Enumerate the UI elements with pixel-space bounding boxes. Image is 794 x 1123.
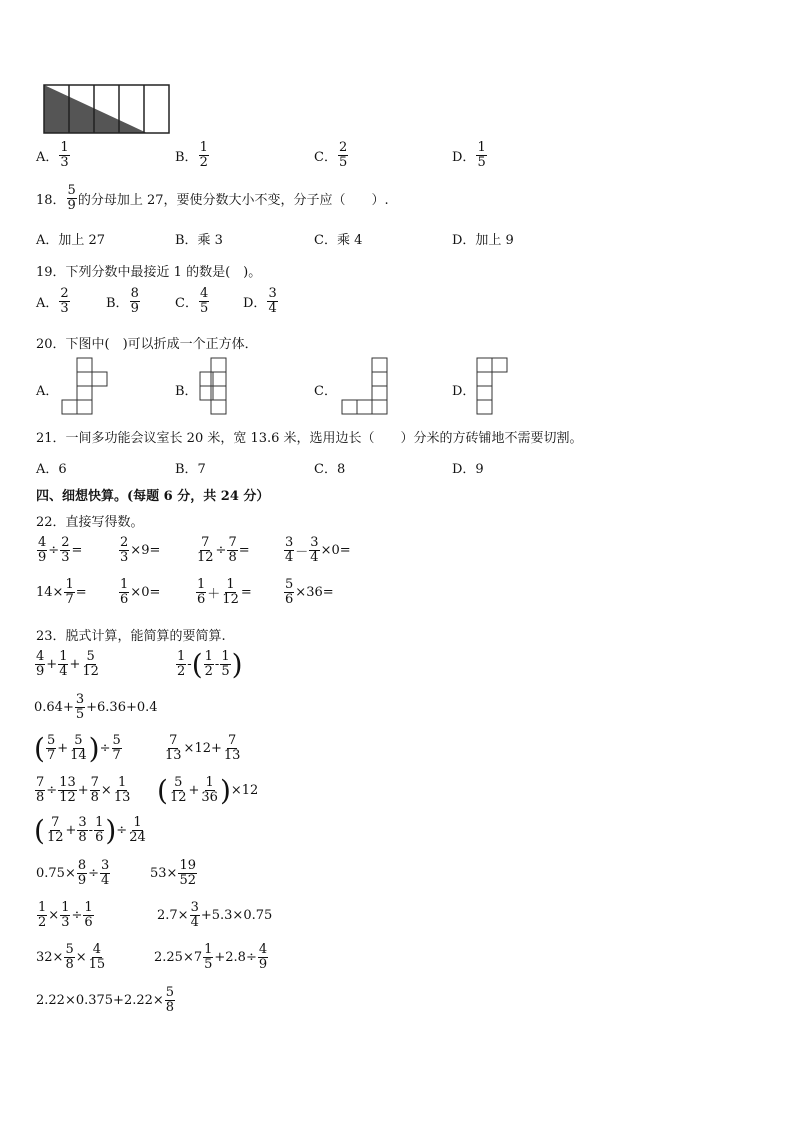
q18-option-d[interactable]: D．加上 9 bbox=[452, 233, 514, 248]
q22-stem: 22．直接写得数。 bbox=[36, 515, 144, 530]
q23-expr-15: 2.22×0.375+2.22× $\frac{5}{8}$ bbox=[36, 985, 175, 1016]
q19-stem: 19．下列分数中最接近 1 的数是( )。 bbox=[36, 265, 262, 280]
q22-expr-2: $\frac{2}{3}$ × 9 = bbox=[120, 535, 161, 566]
q22-expr-4: $\frac{3}{4}$ － $\frac{3}{4}$ × 0 = bbox=[285, 535, 351, 566]
q23-expr-12: 2.7× $\frac{3}{4}$ +5.3×0.75 bbox=[157, 900, 273, 931]
q20-option-d-net-icon[interactable] bbox=[476, 357, 512, 417]
q19-option-b[interactable]: B． $\frac{8}{9}$ bbox=[106, 286, 139, 317]
q21-stem: 21．一间多功能会议室长 20 米，宽 13.6 米，选用边长（ ）分米的方砖铺地不需要切割。 bbox=[36, 431, 583, 446]
q23-expr-7: ( $\frac{5}{12}$ + $\frac{1}{36}$ ) ×12 bbox=[157, 773, 259, 807]
q18-option-c[interactable]: C．乘 4 bbox=[314, 233, 363, 248]
q20-stem: 20．下图中( )可以折成一个正方体． bbox=[36, 337, 258, 352]
q18-option-a[interactable]: A．加上 27 bbox=[36, 233, 106, 248]
q21-option-a[interactable]: A．6 bbox=[36, 462, 67, 477]
q20-option-a-net-icon[interactable] bbox=[61, 357, 111, 417]
q17-option-a[interactable]: A． $\frac{1}{3}$ bbox=[36, 140, 69, 171]
q20-option-c-net-icon[interactable] bbox=[341, 357, 391, 417]
q19-option-d[interactable]: D． $\frac{3}{4}$ bbox=[243, 286, 277, 317]
q23-expr-10: 53× $\frac{19}{52}$ bbox=[150, 858, 196, 889]
q23-expr-3: 0.64+ $\frac{3}{5}$ +6.36+0.4 bbox=[34, 692, 158, 723]
q23-expr-4: ( $\frac{5}{7}$ + $\frac{5}{14}$ ) ÷ $\frac{5}{7}$ bbox=[34, 731, 121, 765]
q20-option-a-label[interactable]: A． bbox=[36, 384, 59, 399]
q20-option-d-label[interactable]: D． bbox=[452, 384, 476, 399]
q23-stem: 23．脱式计算，能简算的要简算. bbox=[36, 629, 226, 644]
q19-option-c[interactable]: C． $\frac{4}{5}$ bbox=[175, 286, 209, 317]
section-4-title: 四、细想快算。(每题 6 分，共 24 分） bbox=[36, 489, 270, 504]
q18-stem: 18． $\frac{5}{9}$ 的分母加上 27，要使分数大小不变，分子应（ ）. bbox=[36, 183, 389, 214]
q21-option-c[interactable]: C．8 bbox=[314, 462, 346, 477]
q23-expr-2: $\frac{1}{2}$ - ( $\frac{1}{2}$ - $\frac{1}{5}$ ) bbox=[177, 647, 243, 681]
q23-expr-5: $\frac{7}{13}$ ×12+ $\frac{7}{13}$ bbox=[165, 733, 241, 764]
q23-expr-13: 32× $\frac{5}{8}$ × $\frac{4}{15}$ bbox=[36, 942, 106, 973]
q23-expr-11: $\frac{1}{2}$ × $\frac{1}{3}$ ÷ $\frac{1}{6}$ bbox=[38, 900, 93, 931]
q21-option-d[interactable]: D．9 bbox=[452, 462, 484, 477]
q17-option-d[interactable]: D． $\frac{1}{5}$ bbox=[452, 140, 486, 171]
q17-figure-icon bbox=[43, 84, 171, 134]
q23-expr-1: $\frac{4}{9}$ + $\frac{1}{4}$ + $\frac{5}{12}$ bbox=[36, 649, 99, 680]
q22-expr-6: $\frac{1}{6}$ × 0 = bbox=[120, 577, 161, 608]
q17-option-c[interactable]: C． $\frac{2}{5}$ bbox=[314, 140, 348, 171]
q22-expr-5: 14 × $\frac{1}{7}$ = bbox=[36, 577, 87, 608]
q20-option-c-label[interactable]: C． bbox=[314, 384, 337, 399]
q20-option-b-label[interactable]: B． bbox=[175, 384, 198, 399]
q23-expr-9: 0.75× $\frac{8}{9}$ ÷ $\frac{3}{4}$ bbox=[36, 858, 110, 889]
q22-expr-7: $\frac{1}{6}$ ＋ $\frac{1}{12}$ = bbox=[197, 577, 252, 608]
q23-expr-8: ( $\frac{7}{12}$ + $\frac{3}{8}$ - $\frac{1}{6}$ ) ÷ $\frac{1}{24}$ bbox=[34, 813, 146, 847]
q21-option-b[interactable]: B．7 bbox=[175, 462, 206, 477]
q22-expr-1: $\frac{4}{9}$ ÷ $\frac{2}{3}$ = bbox=[38, 535, 83, 566]
q20-option-b-net-icon[interactable] bbox=[199, 357, 229, 417]
q18-option-b[interactable]: B．乘 3 bbox=[175, 233, 223, 248]
q17-option-b[interactable]: B． $\frac{1}{2}$ bbox=[175, 140, 208, 171]
q23-expr-6: $\frac{7}{8}$ ÷ $\frac{13}{12}$ + $\frac{7}{8}$ × $\frac{1}{13}$ bbox=[36, 775, 131, 806]
q22-expr-3: $\frac{7}{12}$ ÷ $\frac{7}{8}$ = bbox=[197, 535, 250, 566]
q22-expr-8: $\frac{5}{6}$ × 36 = bbox=[285, 577, 334, 608]
q23-expr-14: 2.25×7 $\frac{1}{5}$ +2.8÷ $\frac{4}{9}$ bbox=[154, 942, 268, 973]
q19-option-a[interactable]: A． $\frac{2}{3}$ bbox=[36, 286, 69, 317]
